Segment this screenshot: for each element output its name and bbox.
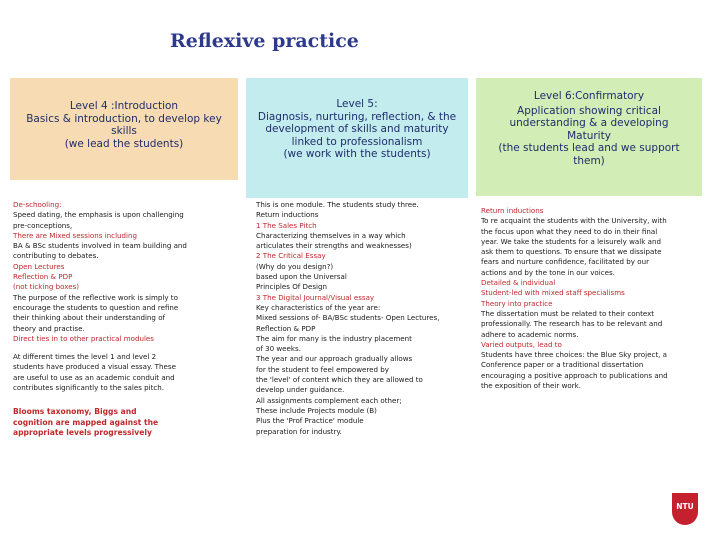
bloom-line: cognition are mapped against the — [13, 417, 159, 427]
body-line: At different times the level 1 and level 2 — [13, 352, 157, 362]
body-line: adhere to academic norms. — [481, 329, 579, 339]
body-line: Speed dating, the emphasis is upon challenging — [13, 210, 184, 220]
level-box-line: (we work with the students) — [283, 148, 431, 160]
body-line: fears and nurture confidence, facilitated by our — [481, 257, 649, 267]
body-line: theory and practise. — [13, 323, 85, 333]
body-line: The dissertation must be related to their context — [481, 308, 655, 318]
body-line: based upon the Universal — [256, 272, 347, 282]
bloom-line: appropriate levels progressively — [13, 428, 152, 438]
body-line: pre-conceptions, — [13, 220, 73, 230]
page-title: Reflexive practice — [170, 30, 359, 52]
level-box-line: Level 4 :Introduction — [69, 100, 179, 112]
body-line: Direct ties in to other practical modules — [13, 333, 154, 343]
level-box-line: (we lead the students) — [64, 137, 184, 150]
level-5-box — [246, 78, 468, 198]
body-line: ask them to questions. To ensure that we dissipate — [481, 247, 662, 257]
body-line: their thinking about their understanding of — [13, 313, 166, 323]
body-line: Detailed & individual — [481, 278, 556, 288]
level-box-line: Application showing critical — [517, 104, 661, 117]
body-line: are useful to use as an academic conduit and — [13, 372, 175, 382]
body-line: All assignments complement each other; — [256, 395, 402, 405]
body-line: Key characteristics of the year are: — [256, 302, 381, 312]
body-line: The aim for many is the industry placement — [256, 333, 412, 343]
body-line: the 'level' of content which they are allowed to — [256, 375, 423, 385]
level-5-column — [256, 200, 471, 437]
body-line: De-schooling: — [13, 200, 62, 209]
body-line: Return inductions — [256, 210, 319, 220]
body-line: Principles Of Design — [256, 282, 328, 292]
body-line: professionally. The research has to be relevant and — [481, 319, 663, 329]
body-line: Theory into practice — [481, 298, 553, 308]
level-box-line: Maturity — [567, 129, 611, 142]
body-line: the exposition of their work. — [481, 381, 581, 391]
body-line: This is one module. The students study three. — [256, 200, 419, 209]
body-line: encourage the students to question and refine — [13, 302, 179, 312]
body-line: Students have three choices: the Blue Sky project, a — [481, 350, 668, 360]
level-4-box — [10, 78, 238, 180]
body-line: the focus upon what they need to do in their final — [481, 226, 658, 236]
level-box-line: Basics & introduction, to develop key — [26, 112, 222, 125]
body-line: 1 The Sales Pitch — [256, 220, 317, 230]
body-line: for the student to feel empowered by — [256, 364, 389, 374]
body-line: actions and by the tone in our voices. — [481, 267, 615, 277]
body-line: The year and our approach gradually allows — [256, 354, 413, 364]
body-line: Varied outputs, lead to — [481, 339, 562, 349]
body-line: Reflection & PDP — [256, 323, 316, 333]
body-line: BA & BSc students involved in team building and — [13, 241, 187, 251]
body-line: 2 The Critical Essay — [256, 251, 326, 261]
bloom-line: Blooms taxonomy, Biggs and — [13, 407, 137, 417]
body-line: Mixed sessions of- BA/BSc students- Open Lectures, — [256, 313, 440, 323]
body-line: Characterizing themselves in a way which — [256, 230, 406, 240]
level-6-column — [481, 206, 705, 391]
body-line: There are Mixed sessions including — [13, 230, 138, 240]
level-box-line: Diagnosis, nurturing, reflection, & the — [257, 110, 457, 123]
level-6-box — [476, 78, 702, 196]
body-line: Reflection & PDP — [13, 272, 73, 282]
level-box-line: understanding & a developing — [509, 117, 669, 129]
body-line: contributing to debates. — [13, 251, 99, 261]
body-line: contributes significantly to the sales pitch. — [13, 383, 165, 393]
body-line: preparation for industry. — [256, 426, 342, 436]
body-line: The purpose of the reflective work is simply to — [13, 292, 178, 302]
ntu-logo: NTU — [672, 493, 698, 525]
body-line: (Why do you design?) — [256, 261, 334, 271]
body-line: year. We take the students for a leisurely walk and — [481, 236, 661, 246]
body-line: students have produced a visual essay. These — [13, 362, 176, 372]
body-line: of 30 weeks. — [256, 344, 301, 354]
level-box-line: them) — [573, 154, 605, 167]
body-line: Open Lectures — [13, 261, 65, 271]
body-line: develop under guidance. — [256, 385, 345, 395]
body-line: To re acquaint the students with the University, with — [481, 216, 667, 226]
level-box-line: development of skills and maturity — [265, 123, 449, 135]
body-line: (not ticking boxes) — [13, 282, 80, 292]
body-line: articulates their strengths and weaknesses) — [256, 241, 412, 251]
body-line: encouraging a positive approach to publications and — [481, 370, 668, 380]
level-box-line: Level 5: — [336, 98, 378, 110]
body-line: 3 The Digital Journal/Visual essay — [256, 292, 375, 302]
body-line: Conference paper or a traditional dissertation — [481, 360, 644, 370]
body-line: These include Projects module (B) — [256, 405, 377, 415]
body-line: Student-led with mixed staff specialisms — [481, 288, 625, 298]
level-box-line: skills — [111, 125, 137, 137]
level-box-line: Level 6:Confirmatory — [533, 90, 645, 102]
body-line: Return inductions — [481, 206, 544, 215]
level-box-line: linked to professionalism — [291, 135, 423, 148]
level-4-column — [13, 200, 243, 439]
body-line: Plus the 'Prof Practice' module — [256, 416, 364, 426]
level-box-line: (the students lead and we support — [498, 142, 680, 154]
